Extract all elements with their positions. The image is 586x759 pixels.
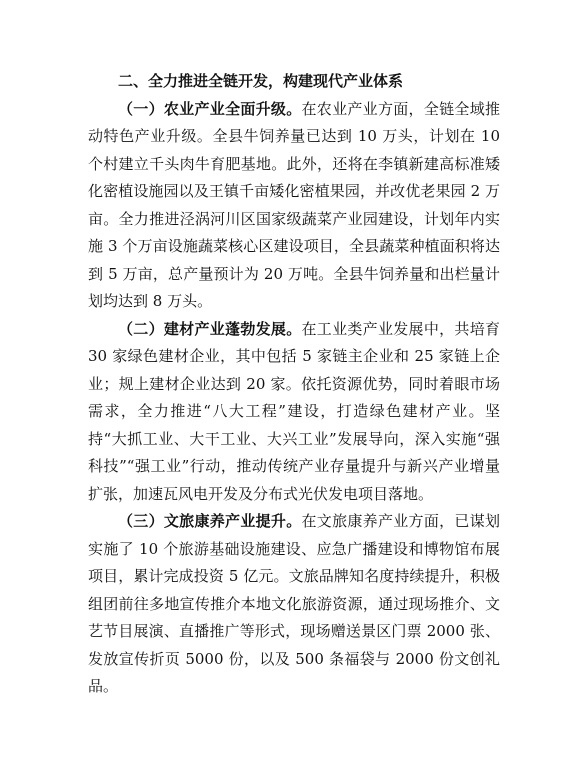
- paragraph-text: 在工业类产业发展中，共培育 30 家绿色建材企业，其中包括 5 家链主企业和 25 家链上企业；规上建材企业达到 20 家。依托资源优势，同时着眼市场需求，全力推进“八大工程”建设，打造绿色建材产业。坚持“大抓工业、大干工业、大兴工业”发展导向，深入实施“强科技”“强工业”行动，推动传统产业存量提升与新兴产业增量扩张，加速瓦风电开发及分布式光伏发电项目落地。: [88, 319, 500, 503]
- paragraph-lead: （一）农业产业全面升级。: [118, 99, 302, 118]
- paragraph-agriculture: [88, 96, 500, 316]
- paragraph-culture-tourism: [88, 508, 500, 701]
- document-body: [88, 68, 500, 701]
- paragraph-text: 在农业产业方面，全链全域推动特色产业升级。全县牛饲养量已达到 10 万头，计划在 10 个村建立千头肉牛育肥基地。此外，还将在李镇新建高标准矮化密植设施园以及王镇千亩矮化密植果园，并改优老果园 2 万亩。全力推进泾涡河川区国家级蔬菜产业园建设，计划年内实施 3 个万亩设施蔬菜核心区建设项目，全县蔬菜种植面积将达到 5 万亩，总产量预计为 20 万吨。全县牛饲养量和出栏量计划均达到 8 万头。: [88, 99, 500, 310]
- paragraph-building-materials: [88, 316, 500, 509]
- paragraph-lead: （三）文旅康养产业提升。: [118, 512, 302, 530]
- paragraph-lead: （二）建材产业蓬勃发展。: [118, 319, 302, 338]
- section-heading: 二、全力推进全链开发，构建现代产业体系: [118, 72, 404, 90]
- paragraph-text: 在文旅康养产业方面，已谋划实施了 10 个旅游基础设施建设、应急广播建设和博物馆布展项目，累计完成投资 5 亿元。文旅品牌知名度持续提升，积极组团前往多地宣传推介本地文化旅游资源，通过现场推介、文艺节目展演、直播推广等形式，现场赠送景区门票 2000 张、发放宣传折页 5000 份，以及 500 条福袋与 2000 份文创礼品。: [88, 512, 500, 695]
